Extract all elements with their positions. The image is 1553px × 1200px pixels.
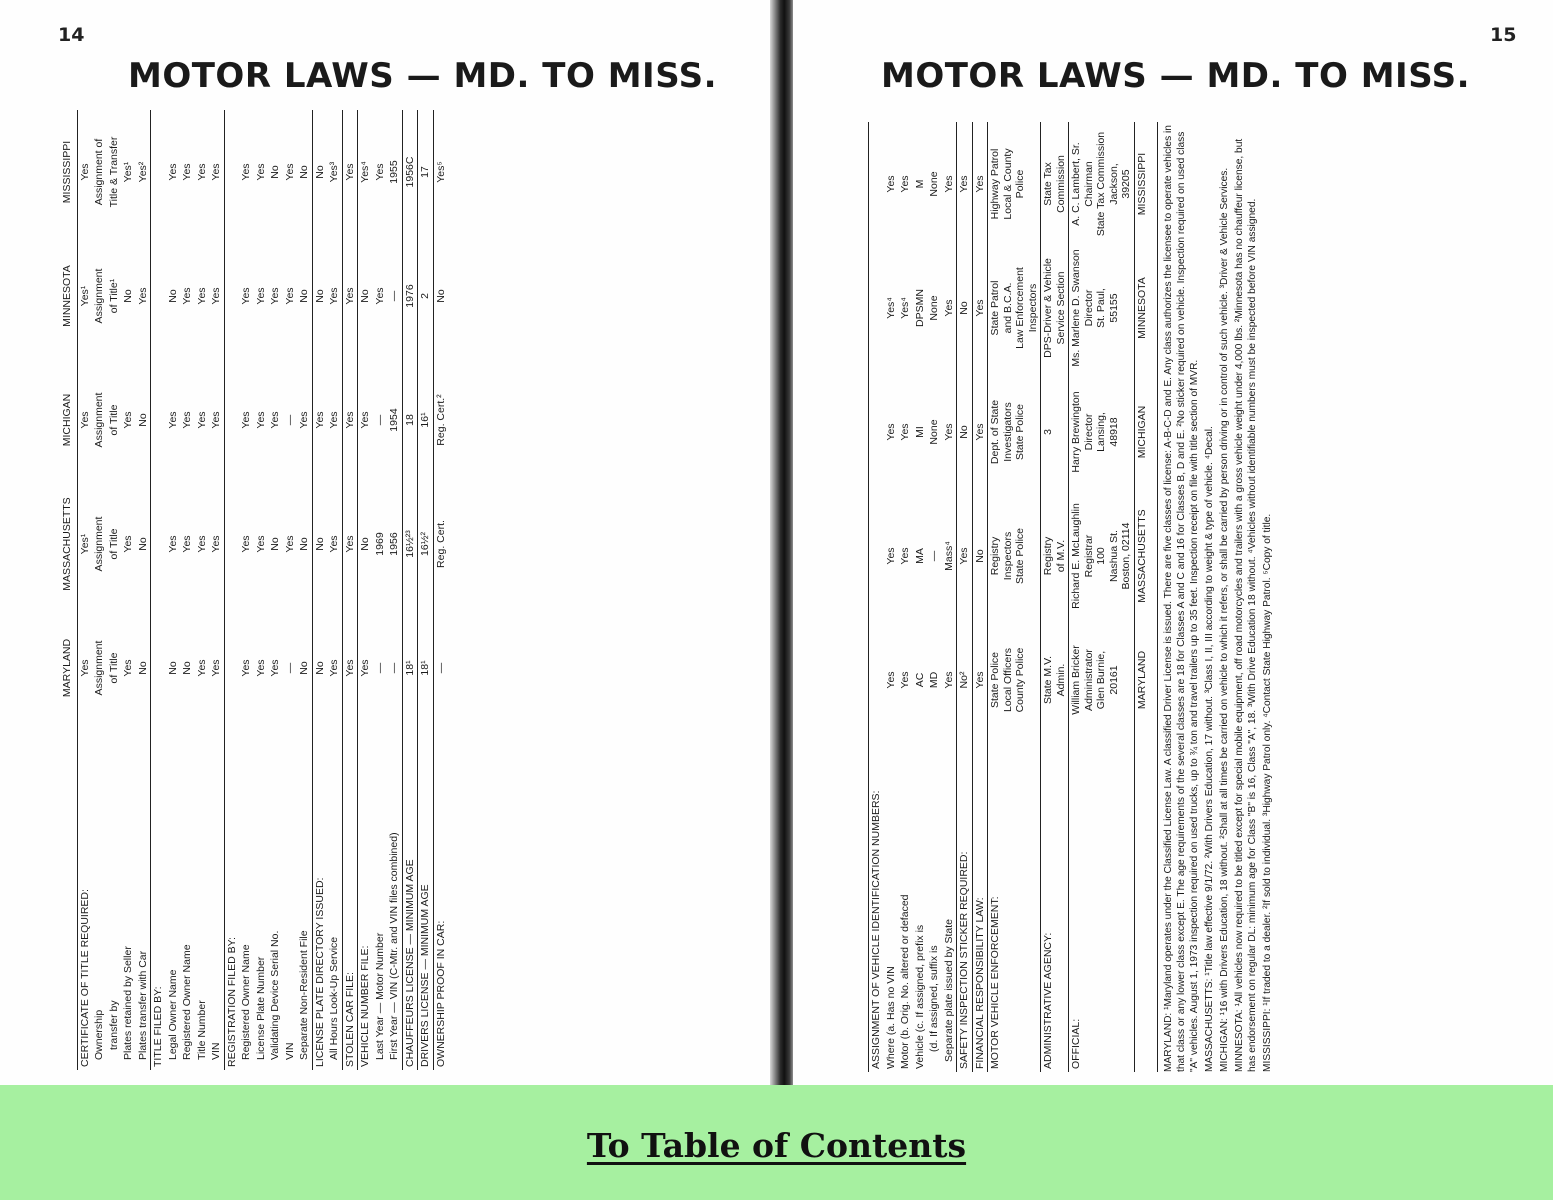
table-cell: No <box>957 246 973 370</box>
table-cell <box>869 246 884 370</box>
table-row <box>283 110 298 1070</box>
table-cell <box>224 234 239 358</box>
table-cell: Assignment <box>93 268 105 324</box>
table-row <box>166 110 181 1070</box>
table-cell: Yes <box>195 287 208 305</box>
table-cell: Assignment of <box>93 138 105 206</box>
table-cell: No <box>358 234 373 358</box>
table-cell: 18¹ <box>418 606 434 730</box>
table-cell: Yes <box>210 659 222 677</box>
table-cell: State Tax Commission <box>1041 122 1069 246</box>
motor-laws-table-left <box>60 110 620 1070</box>
table-cell: 1969 <box>373 532 386 556</box>
table-cell: Yes <box>195 659 208 677</box>
table-cell: Yes <box>972 370 988 494</box>
table-cell: Yes⁵ <box>433 110 448 234</box>
table-cell: Yes <box>181 411 193 429</box>
row-label <box>1134 742 1149 1072</box>
table-cell: Yes⁴ <box>358 110 373 234</box>
table-cell: None <box>928 295 940 321</box>
table-cell <box>869 122 884 246</box>
table-row <box>312 110 327 1070</box>
row-label: LICENSE PLATE DIRECTORY ISSUED: <box>312 730 327 1070</box>
row-label: TITLE FILED BY: <box>151 730 166 1070</box>
page-title: MOTOR LAWS — MD. TO MISS. <box>128 56 718 96</box>
table-row <box>358 110 373 1070</box>
table-row <box>387 110 402 1070</box>
table-cell: Yes <box>899 547 911 565</box>
table-cell: None <box>928 419 940 445</box>
table-cell: Yes <box>328 411 340 429</box>
table-cell: Yes <box>884 423 897 441</box>
table-cell: Yes <box>254 535 267 553</box>
table-row <box>209 110 224 1070</box>
table-cell: DPS-Driver & Vehicle Service Section <box>1041 246 1069 370</box>
table-cell: 1976 <box>402 234 418 358</box>
row-label: Separate plate issued by State <box>942 918 955 1062</box>
row-label: First Year — VIN (C-Mtr. and VIN files combined) <box>388 832 400 1060</box>
table-cell <box>869 370 884 494</box>
table-cell: Yes <box>240 535 252 553</box>
table-cell: Yes <box>328 535 340 553</box>
row-label: VIN <box>210 1042 222 1060</box>
row-label: CERTIFICATE OF TITLE REQUIRED: <box>77 730 92 1070</box>
table-cell <box>224 606 239 730</box>
table-cell: Yes <box>899 423 911 441</box>
table-cell: MI <box>913 426 926 438</box>
table-cell: Yes <box>899 175 911 193</box>
table-cell: — <box>388 290 400 302</box>
table-cell: Yes⁴ <box>884 297 897 319</box>
table-cell: Yes <box>240 287 252 305</box>
table-cell <box>151 606 166 730</box>
table-cell: Yes <box>358 358 373 482</box>
table-row <box>884 122 899 1072</box>
table-row <box>180 110 195 1070</box>
table-cell: Yes <box>283 163 296 181</box>
table-cell: Dept. of State Investigators State Police <box>988 370 1041 494</box>
table-row <box>1041 122 1069 1072</box>
page-number: 15 <box>1490 24 1517 46</box>
table-row <box>988 122 1041 1072</box>
table-row <box>268 110 283 1070</box>
table-cell: 16¹ <box>418 358 434 482</box>
table-cell: Yes <box>342 110 358 234</box>
table-cell: Yes <box>136 287 149 305</box>
table-cell: Yes <box>254 411 267 429</box>
table-cell: No <box>312 482 327 606</box>
table-cell: Registry of M.V. <box>1041 494 1069 618</box>
table-cell: Harry Brewington Director Lansing, 48918 <box>1069 370 1135 494</box>
table-cell <box>224 482 239 606</box>
table-cell: Yes <box>373 163 386 181</box>
table-cell <box>224 110 239 234</box>
page-title: MOTOR LAWS — MD. TO MISS. <box>881 56 1471 96</box>
row-label: OWNERSHIP PROOF IN CAR: <box>433 730 448 1070</box>
table-cell: Yes <box>210 163 222 181</box>
table-cell <box>151 234 166 358</box>
table-cell: Yes <box>373 287 386 305</box>
table-cell: No <box>358 482 373 606</box>
table-cell <box>869 618 884 742</box>
row-label: VEHICLE NUMBER FILE: <box>358 730 373 1070</box>
table-row <box>121 110 136 1070</box>
row-label: Plates retained by Seller <box>122 946 134 1060</box>
table-cell: AC <box>913 672 926 688</box>
table-cell: Yes <box>342 234 358 358</box>
table-cell: Reg. Cert. <box>433 482 448 606</box>
table-row <box>898 122 913 1072</box>
table-cell: MASSACHUSETTS <box>1134 494 1149 618</box>
table-cell: MARYLAND <box>1134 618 1149 742</box>
row-label: Legal Owner Name <box>166 969 179 1060</box>
row-label: Last Year — Motor Number <box>373 932 386 1060</box>
footnote: MICHIGAN: ¹16 with Drivers Education, 18 without. ²Shall at all times be carried on vehicle to which it refers, or shall be carried by person driving or in control of such vehicle. ³Driver & Vehicle Services. <box>1219 167 1230 1072</box>
data-table <box>60 110 448 1070</box>
footnote: MARYLAND: ¹Maryland operates under the Classified License Law. A classified Driver License is issued. There are five classes of license: A-B-C-D and E. Any class authorizes the licensee to operate vehicles in that class or any lower class except E. The age requirements of the several classes are 18 for Classes A and C and 16 for Classes B, D and E. ²No sticker required on vehicle. Inspection required on used class "A" vehicles. August 1, 1973 inspection required on used trucks, up to ¾ ton and travel trailers up to 35 feet. Inspection receipt on file with title section of MVR. <box>1163 125 1200 1072</box>
table-cell: Yes <box>342 358 358 482</box>
table-cell: Yes <box>328 287 340 305</box>
table-cell: Yes <box>254 163 267 181</box>
table-cell: Yes <box>122 659 134 677</box>
table-cell: No <box>972 494 988 618</box>
table-cell: Yes¹ <box>77 234 92 358</box>
table-cell: Yes <box>342 606 358 730</box>
table-cell: Registry Inspectors State Police <box>988 494 1041 618</box>
table-cell: Title & Transfer <box>107 136 120 208</box>
table-row <box>254 110 269 1070</box>
table-cell: No <box>298 537 310 551</box>
table-cell <box>869 494 884 618</box>
table-cell: of Title <box>107 652 120 684</box>
table-cell: 1956C <box>402 110 418 234</box>
table-cell: No <box>122 289 134 303</box>
table-cell: Yes <box>972 618 988 742</box>
table-cell: No² <box>957 618 973 742</box>
table-cell: 17 <box>418 110 434 234</box>
table-cell <box>224 358 239 482</box>
table-cell: Yes <box>210 411 222 429</box>
table-cell: No <box>298 289 310 303</box>
table-cell: Yes <box>972 246 988 370</box>
table-cell: Yes <box>972 122 988 246</box>
row-label: Ownership <box>93 1009 105 1060</box>
table-cell: 1955 <box>388 160 400 184</box>
data-table <box>868 122 1149 1072</box>
table-cell <box>151 482 166 606</box>
table-cell: Yes <box>254 287 267 305</box>
table-cell: No <box>298 165 310 179</box>
row-label: REGISTRATION FILED BY: <box>224 730 239 1070</box>
table-row <box>195 110 210 1070</box>
table-cell: No <box>312 606 327 730</box>
table-cell: Yes⁴ <box>899 297 911 319</box>
table-row <box>927 122 942 1072</box>
table-cell: Yes <box>899 671 911 689</box>
left-page <box>0 0 775 1085</box>
table-cell: Assignment <box>93 392 105 448</box>
table-cell: Yes <box>195 163 208 181</box>
row-label: Motor (b. Orig. No. altered or defaced <box>899 894 911 1069</box>
table-cell: Ms. Marlene D. Swanson Director St. Paul, 55155 <box>1069 246 1135 370</box>
table-cell: Assignment <box>93 640 105 696</box>
table-cell: 3 <box>1041 370 1069 494</box>
table-cell: Yes <box>77 110 92 234</box>
table-cell: of Title <box>107 404 120 436</box>
table-row <box>327 110 342 1070</box>
table-cell: MINNESOTA <box>1134 246 1149 370</box>
table-cell: Yes <box>312 358 327 482</box>
table-cell: No <box>433 234 448 358</box>
table-cell: — <box>388 662 400 674</box>
table-cell: Yes <box>77 358 92 482</box>
table-cell: MD <box>928 671 940 689</box>
table-cell: No <box>136 661 149 675</box>
footnote: MASSACHUSETTS: ¹Title law effective 9/1/72. ²With Drivers Education, 17 without. ³Class I, II, III according to weight & type of vehicle. ⁴Decal. <box>1204 426 1215 1072</box>
table-row <box>136 110 151 1070</box>
table-cell: State M.V. Admin. <box>1041 618 1069 742</box>
table-cell: Yes <box>181 535 193 553</box>
table-row <box>224 110 239 1070</box>
row-label: CHAUFFEURS LICENSE — MINIMUM AGE <box>402 730 418 1070</box>
row-label: Validating Device Serial No. <box>269 930 281 1060</box>
table-cell: Yes <box>283 535 296 553</box>
table-cell: Yes <box>342 482 358 606</box>
table-row <box>297 110 312 1070</box>
footnotes <box>1157 122 1274 1072</box>
table-cell: Yes <box>166 163 179 181</box>
row-label: STOLEN CAR FILE: <box>342 730 358 1070</box>
table-cell: Yes <box>181 163 193 181</box>
table-row <box>373 110 388 1070</box>
table-cell: Yes <box>298 411 310 429</box>
table-cell: Yes <box>283 287 296 305</box>
table-cell: Reg. Cert.² <box>433 358 448 482</box>
table-cell: Yes <box>77 606 92 730</box>
footnote: MISSISSIPPI: ¹If traded to a dealer. ²If sold to individual. ³Highway Patrol only. ⁴Contact State Highway Patrol. ⁵Copy of title. <box>1262 513 1273 1072</box>
table-cell: Yes <box>942 175 955 193</box>
table-cell: No <box>298 661 310 675</box>
table-cell: Yes <box>195 535 208 553</box>
table-cell: A. C. Lambert, Sr. Chairman State Tax Commission Jackson, 39205 <box>1069 122 1135 246</box>
table-cell: No <box>136 413 149 427</box>
row-label: VIN <box>283 1042 296 1060</box>
row-label: License Plate Number <box>254 956 267 1060</box>
table-cell: Yes <box>210 287 222 305</box>
table-cell: DPSMN <box>913 289 926 327</box>
table-cell: Yes <box>181 287 193 305</box>
table-cell: Yes <box>195 411 208 429</box>
table-cell: No <box>269 537 281 551</box>
table-row <box>402 110 418 1070</box>
table-cell: Yes <box>942 671 955 689</box>
table-row <box>1134 122 1149 1072</box>
table-cell: No <box>166 661 179 675</box>
table-cell: Yes <box>942 299 955 317</box>
table-row <box>151 110 166 1070</box>
table-cell: — <box>928 550 940 562</box>
table-cell: MA <box>913 548 926 564</box>
table-cell: Yes <box>269 411 281 429</box>
table-row <box>1069 122 1135 1072</box>
column-header: MARYLAND <box>60 606 77 730</box>
table-cell: — <box>433 606 448 730</box>
column-header: MINNESOTA <box>60 234 77 358</box>
footer-bar <box>0 1126 1553 1165</box>
row-label: Vehicle (c. If assigned, prefix is <box>913 924 926 1069</box>
table-row <box>869 122 884 1072</box>
row-label: FINANCIAL RESPONSIBILITY LAW: <box>972 742 988 1072</box>
table-cell: Yes³ <box>328 161 340 183</box>
row-label: ASSIGNMENT OF VEHICLE IDENTIFICATION NUMBERS: <box>869 742 884 1072</box>
table-cell: 18 <box>402 358 418 482</box>
row-label: transfer by <box>107 1000 120 1050</box>
table-cell: Assignment <box>93 516 105 572</box>
table-cell: No <box>136 537 149 551</box>
table-cell: 1954 <box>388 408 400 432</box>
table-row <box>433 110 448 1070</box>
table-row <box>92 110 107 1070</box>
table-cell: Yes <box>269 659 281 677</box>
column-header: MISSISSIPPI <box>60 110 77 234</box>
table-cell: State Police Local Officers County Police <box>988 618 1041 742</box>
table-cell: Yes <box>957 122 973 246</box>
table-cell: Yes <box>884 547 897 565</box>
table-cell <box>151 110 166 234</box>
table-cell: Mass⁴ <box>942 541 955 571</box>
table-cell: — <box>283 662 296 674</box>
table-row <box>342 110 358 1070</box>
table-cell: Highway Patrol Local & County Police <box>988 122 1041 246</box>
row-label: Registered Owner Name <box>240 944 252 1060</box>
column-header: MICHIGAN <box>60 358 77 482</box>
table-cell <box>151 358 166 482</box>
table-cell: No <box>269 165 281 179</box>
motor-laws-table-right <box>868 122 1428 1072</box>
table-cell: Yes² <box>136 161 149 183</box>
table-row <box>418 110 434 1070</box>
table-cell: No <box>312 234 327 358</box>
table-cell: Yes¹ <box>77 482 92 606</box>
table-cell: M <box>913 179 926 189</box>
table-cell: No <box>166 289 179 303</box>
page-number: 14 <box>58 24 85 46</box>
row-label: SAFETY INSPECTION STICKER REQUIRED: <box>957 742 973 1072</box>
row-label: (d. If assigned, suffix is <box>928 945 940 1052</box>
table-cell: Yes <box>240 659 252 677</box>
table-cell: 2 <box>418 234 434 358</box>
table-cell: MICHIGAN <box>1134 370 1149 494</box>
table-cell: of Title <box>107 528 120 560</box>
table-cell: No <box>312 110 327 234</box>
row-label: Separate Non-Resident File <box>298 930 310 1060</box>
column-header: MASSACHUSETTS <box>60 482 77 606</box>
table-cell: 16½² <box>418 482 434 606</box>
row-label: Title Number <box>195 1000 208 1060</box>
table-cell: Yes <box>957 494 973 618</box>
row-label: MOTOR VEHICLE ENFORCEMENT: <box>988 742 1041 1072</box>
table-cell: Yes <box>884 671 897 689</box>
row-label: Plates transfer with Car <box>136 950 149 1060</box>
table-row <box>942 122 957 1072</box>
table-cell: Yes <box>240 163 252 181</box>
table-cell: Yes <box>884 175 897 193</box>
row-label: DRIVERS LICENSE — MINIMUM AGE <box>418 730 434 1070</box>
table-cell: of Title¹ <box>107 278 120 314</box>
table-cell: Yes <box>166 411 179 429</box>
table-cell: Yes <box>166 535 179 553</box>
table-cell: State Patrol and B.C.A. Law Enforcement Inspectors <box>988 246 1041 370</box>
table-cell: Yes <box>240 411 252 429</box>
table-cell: Yes¹ <box>122 161 134 183</box>
table-cell: 18¹ <box>402 606 418 730</box>
table-row <box>77 110 92 1070</box>
table-cell: Yes <box>269 287 281 305</box>
table-cell: — <box>283 414 296 426</box>
footnote: MINNESOTA: ¹All vehicles now required to be titled except for special mobile equipment, off road motorcycles and trailers with a gross vehicle weight under 4,000 lbs. ²Minnesota has no chauffeur license, but has endorsement on regular DL: minimum age for Class "B" is 16, Class "A", 18. ³With Drive Education 18 without. ⁴Vehicles without identifiable numbers must be inspected before VIN assigned. <box>1234 138 1258 1072</box>
row-label: ADMINISTRATIVE AGENCY: <box>1041 742 1069 1072</box>
table-row <box>913 122 928 1072</box>
table-cell: 1956 <box>388 532 400 556</box>
table-cell: Yes <box>122 411 134 429</box>
table-row <box>957 122 973 1072</box>
table-of-contents-link[interactable]: To Table of Contents <box>586 1126 967 1165</box>
row-label: Where (a. Has no VIN <box>884 966 897 1069</box>
table-row <box>107 110 122 1070</box>
table-cell: Yes <box>210 535 222 553</box>
table-cell: No <box>181 661 193 675</box>
table-row <box>239 110 254 1070</box>
table-cell: None <box>928 171 940 197</box>
table-cell: Yes <box>254 659 267 677</box>
row-label: All Hours Look-Up Service <box>328 936 340 1060</box>
table-cell: — <box>373 414 386 426</box>
column-header-label <box>60 730 77 1070</box>
table-cell: Richard E. McLaughlin Registrar 100 Nashua St. Boston, 02114 <box>1069 494 1135 618</box>
table-cell: Yes <box>328 659 340 677</box>
table-cell: Yes <box>122 535 134 553</box>
table-cell: MISSISSIPPI <box>1134 122 1149 246</box>
table-row <box>972 122 988 1072</box>
row-label: OFFICIAL: <box>1069 742 1135 1072</box>
table-cell: 16½²³ <box>402 482 418 606</box>
table-cell: — <box>373 662 386 674</box>
table-cell: Yes <box>358 606 373 730</box>
table-cell: No <box>957 370 973 494</box>
table-cell: Yes <box>942 423 955 441</box>
row-label: Registered Owner Name <box>181 944 193 1060</box>
table-cell: William Bricker Administrator Glen Burnie, 20161 <box>1069 618 1135 742</box>
